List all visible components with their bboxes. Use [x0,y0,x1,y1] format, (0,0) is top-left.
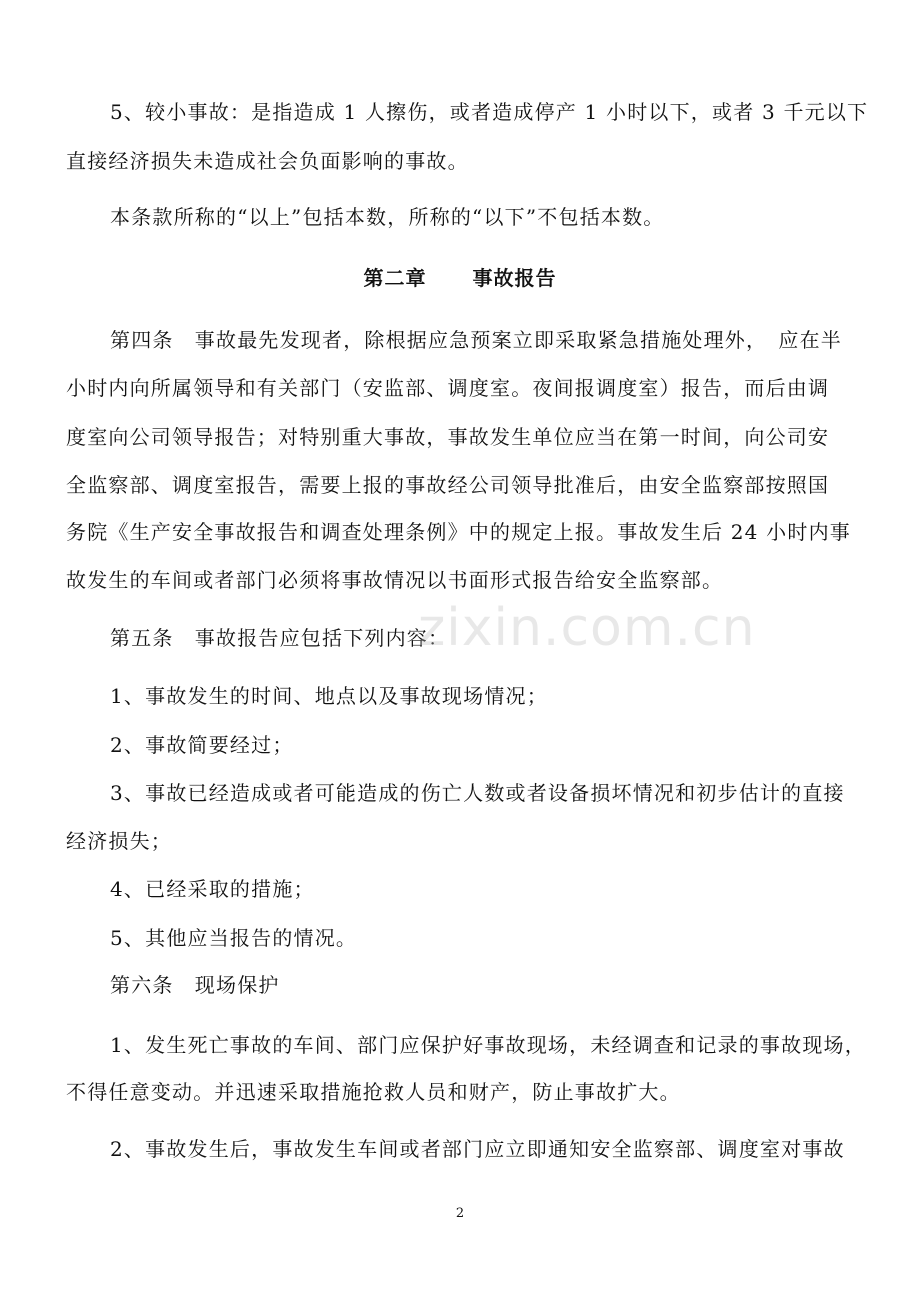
list-item: 1、事故发生的时间、地点以及事故现场情况； [110,684,548,708]
list-item: 2、事故简要经过； [110,733,294,757]
paragraph-line: 务院《生产安全事故报告和调查处理条例》中的规定上报。事故发生后 24 小时内事 [66,520,851,544]
chapter-title: 事故报告 [472,266,557,290]
article-5-line: 第五条 事故报告应包括下列内容： [110,626,450,650]
list-item: 4、已经采取的措施； [110,877,315,901]
chapter-number: 第二章 [363,266,427,290]
article-4-line: 第四条 事故最先发现者，除根据应急预案立即采取紧急措施处理外， 应在半 [110,328,842,352]
page-number: 2 [455,1206,465,1221]
paragraph-line: 全监察部、调度室报告，需要上报的事故经公司领导批准后，由安全监察部按照国 [66,473,830,497]
list-item: 2、事故发生后，事故发生车间或者部门应立即通知安全监察部、调度室对事故 [110,1137,845,1161]
paragraph-line: 小时内向所属领导和有关部门（安监部、调度室。夜间报调度室）报告，而后由调 [66,376,830,400]
list-item: 1、发生死亡事故的车间、部门应保护好事故现场，未经调查和记录的事故现场， [110,1033,866,1057]
paragraph-line: 不得任意变动。并迅速采取措施抢救人员和财产，防止事故扩大。 [66,1080,681,1104]
list-item: 3、事故已经造成或者可能造成的伤亡人数或者设备损坏情况和初步估计的直接 [110,781,845,805]
paragraph-line: 本条款所称的“以上”包括本数，所称的“以下”不包括本数。 [110,205,665,229]
paragraph-line: 故发生的车间或者部门必须将事故情况以书面形式报告给安全监察部。 [66,568,724,592]
chapter-heading [0,264,920,292]
paragraph-line: 度室向公司领导报告；对特别重大事故，事故发生单位应当在第一时间，向公司安 [66,425,830,449]
paragraph-line: 经济损失； [66,829,172,853]
list-item: 5、其他应当报告的情况。 [110,926,358,950]
paragraph-line: 5、较小事故：是指造成 1 人擦伤，或者造成停产 1 小时以下，或者 3 千元以下 [110,100,869,124]
watermark: zixin.com.cn [418,598,756,658]
paragraph-line: 直接经济损失未造成社会负面影响的事故。 [66,149,469,173]
article-6-line: 第六条 现场保护 [110,973,280,997]
